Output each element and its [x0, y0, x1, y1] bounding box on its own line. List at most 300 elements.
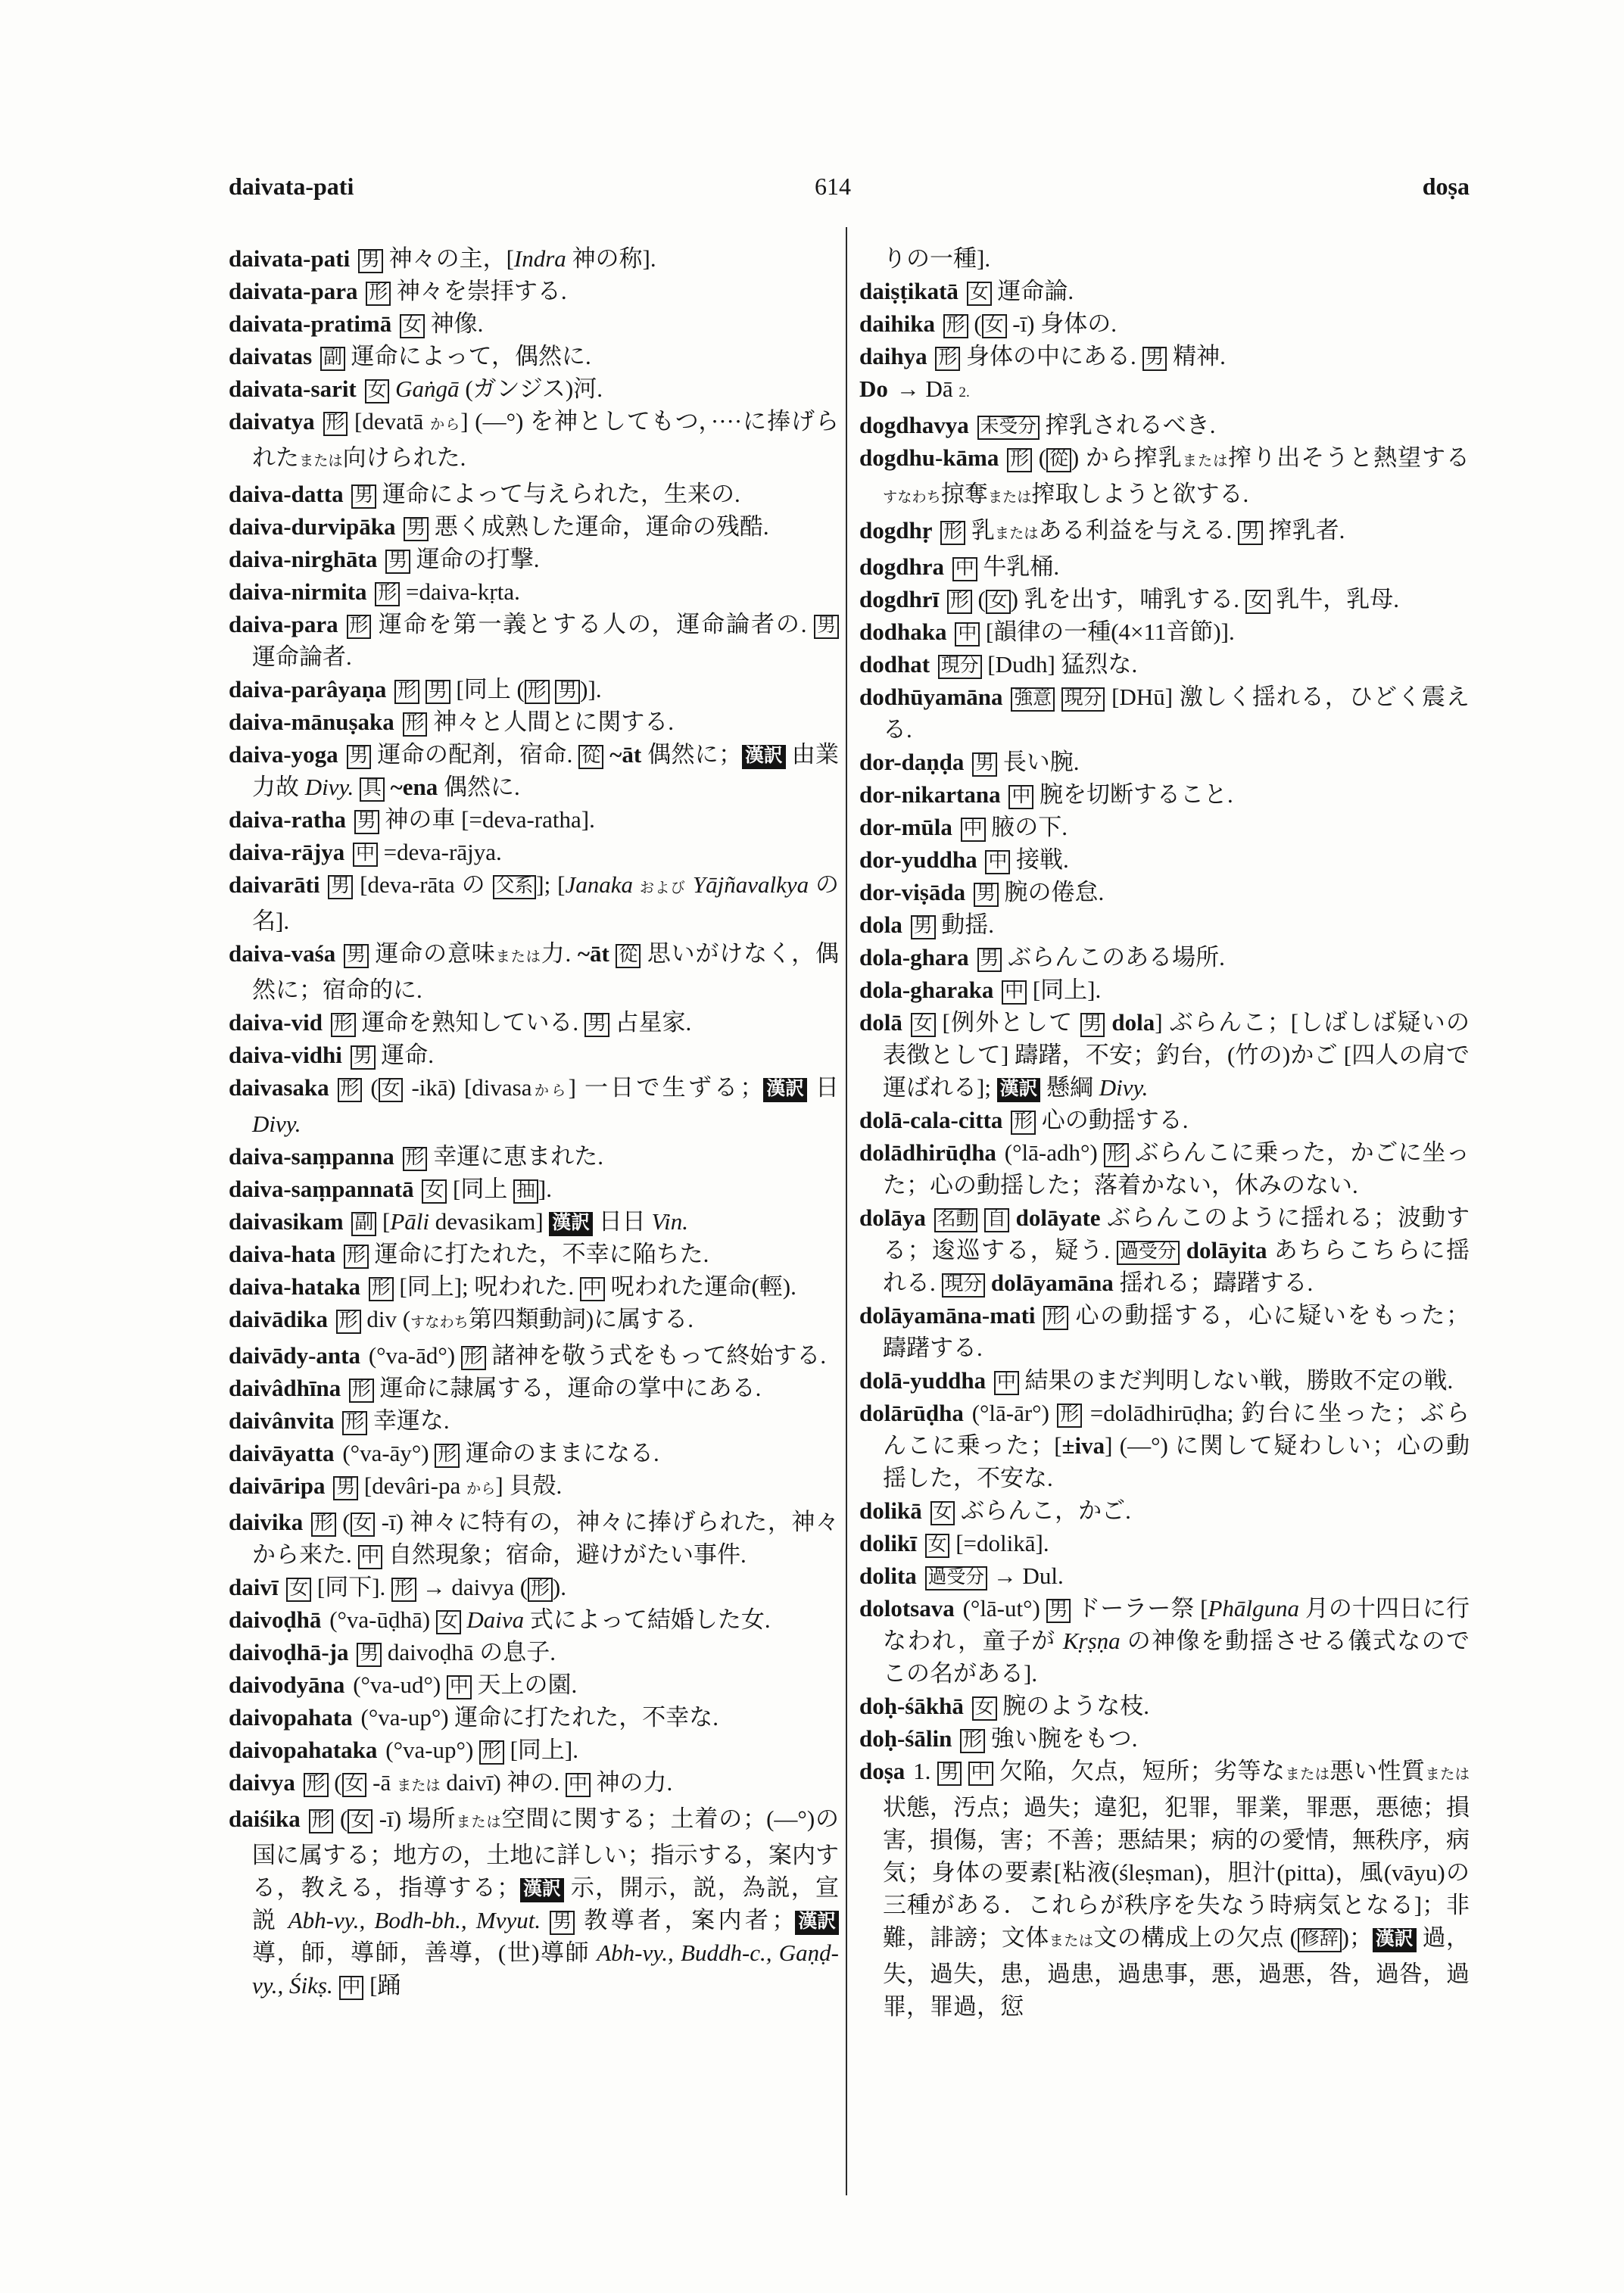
headword: daiva-saṃpannatā	[229, 1176, 414, 1202]
grammar-label-box: 形	[479, 1740, 504, 1765]
definition-text: -ā	[366, 1769, 397, 1796]
grammar-label-box: 形	[935, 347, 960, 371]
dictionary-entry	[229, 1238, 839, 1270]
definition-text: 運命を第一義とする人の，運命論者の.	[371, 611, 815, 637]
definition-text: [同下].	[311, 1574, 392, 1600]
headword: dola	[859, 911, 902, 938]
dictionary-entry	[229, 307, 839, 340]
dictionary-entry	[859, 372, 1470, 409]
definition-text: 強い腕をもつ.	[985, 1725, 1138, 1752]
small-particle: または	[456, 1815, 502, 1830]
italic-term: Yājñavalkya	[692, 871, 809, 898]
definition-text: 搾乳されるべき.	[1039, 412, 1216, 438]
definition-text: 結果のまだ判明しない戦，勝敗不定の戦.	[1018, 1367, 1454, 1394]
kanyaku-label: 漢訳	[1373, 1928, 1417, 1952]
kanyaku-label: 漢訳	[742, 745, 786, 769]
grammar-label-box: 女	[436, 1610, 461, 1634]
definition-text: 神の車 [=deva-ratha].	[379, 806, 595, 833]
definition-text: 動揺.	[935, 911, 995, 938]
headword: daiva-rājya	[229, 839, 345, 865]
headword: daivata-pratimā	[229, 310, 392, 337]
definition-text: (°va-up°) 運命に打たれた，不幸な.	[360, 1704, 719, 1731]
dictionary-entry	[859, 340, 1470, 372]
dictionary-entry	[859, 681, 1470, 746]
dictionary-entry	[859, 1397, 1470, 1494]
definition-text: =dolādhirūḍha; 釣台に坐った；ぶらんこに乗った；[	[883, 1400, 1470, 1459]
grammar-label-box: 男	[555, 680, 580, 704]
grammar-label-box: 中	[994, 1371, 1019, 1395]
headword: dodhaka	[859, 618, 947, 645]
small-particle: または	[1182, 453, 1229, 469]
dictionary-entry	[229, 1071, 839, 1140]
grammar-label-box: 男	[425, 680, 450, 704]
definition-text: [同上 (	[450, 676, 525, 703]
definition-text: 神々の主，[	[382, 245, 514, 272]
grammar-label-box: 男	[354, 810, 379, 834]
small-particle: または	[495, 949, 541, 965]
definition-text: 諸神を敬う式をもって終始する.	[485, 1342, 827, 1369]
dictionary-entry	[229, 275, 839, 307]
grammar-label-box: 女	[986, 590, 1011, 614]
definition-text: 運命のままになる.	[460, 1440, 659, 1466]
grammar-label-box: 中	[358, 1545, 383, 1569]
grammar-label-box: 形	[947, 590, 972, 614]
definition-text: -ī) 神々に特有の，神々に捧げられた，神々から来た.	[252, 1509, 839, 1568]
headword: dola-gharaka	[859, 977, 994, 1003]
definition-text: 教導者，案内者；	[575, 1907, 796, 1933]
italic-term: Gaṅgā	[395, 375, 460, 402]
headword: dogdhavya	[859, 412, 969, 438]
definition-text: 腕の倦怠.	[998, 879, 1105, 905]
small-particle: または	[994, 526, 1039, 542]
grammar-label-box: 從	[578, 745, 603, 769]
definition-text: の神像を動揺させる儀式なのでこの名がある].	[883, 1628, 1470, 1687]
headword: daiva-saṃpanna	[229, 1143, 394, 1170]
grammar-label-box: 中	[580, 1277, 605, 1301]
small-particle: または	[1425, 1767, 1470, 1783]
bold-form: ~āt	[609, 741, 642, 768]
definition-text: りの一種].	[883, 245, 991, 272]
definition-text: 神々と人間とに関する.	[427, 709, 674, 735]
dictionary-entry	[859, 1722, 1470, 1755]
definition-text	[609, 940, 616, 967]
headword: daiva-para	[229, 611, 338, 637]
italic-term: Kṛṣṇa	[1062, 1628, 1121, 1654]
headword: daivopahataka	[229, 1737, 378, 1763]
grammar-label-box: 中	[353, 843, 378, 867]
grammar-label-box: 女	[982, 314, 1007, 338]
definition-text: ] (—°) を神としてもつ，····に捧げられた	[252, 408, 839, 471]
grammar-label-box: 中	[968, 1762, 993, 1786]
grammar-label-box: 形	[369, 1277, 394, 1301]
dictionary-entry	[859, 1136, 1470, 1201]
definition-text	[354, 774, 360, 800]
grammar-label-box: 男	[1080, 1013, 1105, 1037]
grammar-label-box: 男	[1046, 1599, 1071, 1623]
dictionary-entry	[229, 1701, 839, 1734]
definition-text: 運命.	[375, 1042, 435, 1068]
definition-text: (°va-ūḍhā)	[329, 1606, 436, 1633]
definition-text: (°va-ud°)	[353, 1671, 447, 1698]
definition-text: 運命に隷属する，運命の掌中にある.	[373, 1375, 762, 1401]
dictionary-entry	[229, 1270, 839, 1303]
definition-text: [Dudh] 猛烈な.	[981, 651, 1138, 678]
dictionary-entry	[229, 1303, 839, 1339]
definition-text: ぶらんこのように揺れる；波動する；逡巡する，疑う.	[883, 1204, 1470, 1263]
definition-text: 欠陥，欠点，短所；劣等な	[993, 1758, 1286, 1784]
italic-term: Divy.	[304, 774, 354, 800]
definition-text: 式によって結婚した女.	[524, 1606, 771, 1633]
dictionary-entry	[229, 868, 839, 937]
headword: doḥ-śākhā	[859, 1693, 964, 1719]
dictionary-entry	[859, 1755, 1470, 2023]
grammar-label-box: 男	[357, 1643, 382, 1667]
definition-text: 向けられた.	[342, 444, 466, 471]
definition-text: =deva-rājya.	[377, 839, 502, 865]
grammar-label-box: 男	[358, 249, 383, 273]
headword: daiva-ratha	[229, 806, 346, 833]
definition-text: 乳	[965, 517, 995, 544]
definition-text: -ī) 身体の.	[1006, 310, 1117, 337]
definition-text: 状態，汚点；過失；違犯，犯罪，罪業，罪悪，悪徳；損害，損傷，害；不善；悪結果；病的の愛情，無秩序，病気；身体の要素[粘液(śleṣman)，胆汁(pitta)，風(vāyu)の三種がある．これらが秩序を失なう時病気となる]；非難，誹謗；文体	[883, 1794, 1470, 1951]
grammar-label-box: 男	[974, 883, 999, 907]
headword: daivoḍhā	[229, 1606, 322, 1633]
italic-term: Janaka	[565, 871, 633, 898]
grammar-label-box: 男	[937, 1762, 962, 1786]
definition-text: [=dolikā].	[949, 1530, 1049, 1556]
dictionary-entry	[859, 1494, 1470, 1527]
headword: daiva-mānuṣaka	[229, 709, 394, 735]
left-column	[229, 242, 839, 2002]
small-particle: または	[1285, 1767, 1330, 1783]
grammar-label-box: 形	[323, 412, 348, 436]
definition-text: [同上].	[503, 1737, 578, 1763]
dictionary-entry	[859, 514, 1470, 550]
headword: dolāyamāna-mati	[859, 1302, 1036, 1329]
definition-text: 心の動揺する.	[1036, 1107, 1189, 1133]
dictionary-entry	[229, 1404, 839, 1437]
grammar-label-box: 女	[379, 1078, 404, 1102]
definition-text: 腕を切断すること.	[1033, 781, 1233, 808]
headword: daiva-nirmita	[229, 578, 367, 605]
dictionary-entry	[229, 1506, 839, 1571]
definition-text: (	[362, 1074, 379, 1101]
headword: daivī	[229, 1574, 279, 1600]
dictionary-entry	[229, 478, 839, 510]
headword: daivata-pati	[229, 245, 351, 272]
definition-text	[962, 1758, 968, 1784]
dictionary-entry	[229, 1372, 839, 1404]
bold-form: dolāyate	[1015, 1204, 1101, 1231]
grammar-label-box: 女	[422, 1179, 447, 1204]
headword: dogdhu-kāma	[859, 444, 999, 471]
grammar-label-box: 男	[351, 1045, 376, 1070]
definition-text: 幸運な.	[367, 1407, 450, 1434]
definition-text: 運命の打撃.	[410, 546, 540, 572]
definition-text: ]; [	[536, 871, 566, 898]
headword: dodhūyamāna	[859, 684, 1003, 710]
grammar-label-box: 形	[311, 1513, 336, 1537]
small-particle: すなわち	[410, 1315, 469, 1331]
definition-text: 揺れる；躊躇する.	[1113, 1270, 1314, 1296]
dictionary-entry	[859, 409, 1470, 441]
dictionary-entry	[859, 1006, 1470, 1104]
dictionary-entry	[229, 405, 839, 478]
grammar-label-box: 副	[351, 1212, 376, 1236]
definition-text: 運命によって与えられた，生来の.	[376, 481, 740, 507]
definition-text: 牛乳桶.	[977, 553, 1060, 580]
small-particle: から	[466, 1481, 496, 1497]
dictionary-entry	[859, 275, 1470, 307]
grammar-label-box: 過受分	[1117, 1241, 1179, 1265]
grammar-label-box: 形	[331, 1013, 356, 1037]
italic-term: Phālguna	[1208, 1595, 1300, 1622]
bold-form: ±iva	[1061, 1432, 1105, 1459]
dictionary-entry	[859, 908, 1470, 941]
grammar-label-box: 女	[972, 1696, 997, 1721]
grammar-label-box: 形	[336, 1310, 361, 1334]
grammar-label-box: 自	[984, 1208, 1009, 1232]
grammar-label-box: 男	[344, 944, 369, 968]
grammar-label-box: 中	[566, 1773, 591, 1797]
grammar-label-box: 從	[1046, 448, 1071, 472]
definition-text	[550, 676, 556, 703]
dictionary-entry	[229, 1603, 839, 1636]
grammar-label-box: 形	[342, 1411, 367, 1435]
headword: daivāyatta	[229, 1440, 335, 1466]
headword: daivādika	[229, 1306, 328, 1332]
dictionary-entry	[229, 1734, 839, 1766]
definition-text: 搾取しようと欲する.	[1031, 481, 1249, 507]
dictionary-entry	[859, 1690, 1470, 1722]
italic-term: Vin.	[651, 1208, 689, 1235]
dictionary-entry	[229, 1668, 839, 1701]
definition-text: の名].	[252, 871, 840, 934]
definition-text: (°va-ād°)	[368, 1342, 461, 1369]
grammar-label-box: 男	[333, 1476, 358, 1500]
definition-text: → Dā	[896, 375, 959, 402]
grammar-label-box: 抽	[513, 1179, 538, 1204]
definition-text	[686, 871, 693, 898]
running-head-last-entry: doṣa	[1422, 173, 1470, 200]
headword: dolotsava	[859, 1595, 955, 1622]
headword: dola-ghara	[859, 944, 969, 970]
definition-text: 乳牛，乳母.	[1270, 586, 1400, 612]
small-particle: または	[299, 453, 343, 469]
definition-text: 精神.	[1167, 343, 1226, 369]
dictionary-entry	[229, 738, 839, 803]
headword: dor-viṣāda	[859, 879, 966, 905]
definition-text: 由業力故	[252, 741, 839, 800]
grammar-label-box: 男	[1142, 347, 1167, 371]
grammar-label-box: 過受分	[925, 1566, 987, 1590]
grammar-label-box: 男	[550, 1911, 575, 1935]
definition-text: (	[335, 1509, 351, 1535]
dictionary-entry	[859, 1527, 1470, 1559]
definition-text: [同上	[447, 1176, 514, 1202]
definition-text	[389, 375, 395, 402]
definition-text: ぶらんこに乗った，かごに坐った；心の動揺した；落着かない，休みのない.	[883, 1139, 1470, 1198]
small-particle: または	[1049, 1933, 1094, 1949]
grammar-label-box: 中	[339, 1976, 364, 2000]
dictionary-entry	[229, 1437, 839, 1469]
grammar-label-box: 形	[309, 1809, 334, 1833]
grammar-label-box: 現分	[942, 1273, 986, 1298]
grammar-label-box: 男	[404, 517, 429, 541]
headword: dolita	[859, 1562, 917, 1589]
grammar-label-box: 女	[925, 1534, 950, 1558]
grammar-label-box: 女	[400, 314, 425, 338]
definition-text: 運命を熟知している.	[355, 1009, 584, 1036]
italic-term: Daiva	[466, 1606, 525, 1633]
dictionary-entry	[859, 307, 1470, 340]
dictionary-entry	[859, 441, 1470, 514]
bold-form: dola	[1111, 1009, 1155, 1036]
grammar-label-box: 形	[344, 1245, 369, 1269]
grammar-label-box: 形	[366, 282, 391, 306]
grammar-label-box: 女	[1245, 590, 1270, 614]
grammar-label-box: 女	[365, 379, 390, 403]
definition-text: 力.	[541, 940, 578, 967]
italic-term: Divy.	[252, 1111, 301, 1137]
grammar-label-box: 男	[347, 745, 372, 769]
definition-text: ).	[552, 1574, 566, 1600]
dictionary-entry	[859, 778, 1470, 811]
dictionary-entry	[229, 340, 839, 372]
headword: daivasaka	[229, 1074, 329, 1101]
definition-text: ぶらんこのある場所.	[1002, 944, 1225, 970]
definition-text: [例外として	[935, 1009, 1080, 1036]
headword: daivâdhīna	[229, 1375, 341, 1401]
grammar-label-box: 女	[930, 1501, 955, 1525]
definition-text	[541, 1907, 550, 1933]
headword: daivarāti	[229, 871, 320, 898]
grammar-label-box: 名動	[934, 1208, 978, 1232]
grammar-label-box: 父系	[493, 875, 537, 899]
definition-text: (	[971, 586, 986, 612]
definition-text: 過，失，過失，患，過患，過患事，悪，過悪，咎，過咎，過罪，罪過，愆	[883, 1924, 1470, 2020]
headword: dolā	[859, 1009, 902, 1036]
definition-text	[385, 774, 391, 800]
small-particle: および	[639, 880, 686, 896]
grammar-label-box: 男	[1238, 521, 1263, 545]
dictionary-entry	[229, 242, 839, 275]
dictionary-entry	[229, 1140, 839, 1173]
bold-form: ~ena	[390, 774, 438, 800]
grammar-label-box: 形	[1011, 1111, 1036, 1135]
grammar-label-box: 男	[977, 948, 1002, 972]
right-column	[859, 242, 1470, 2023]
dictionary-entry	[859, 1592, 1470, 1690]
headword: daivika	[229, 1509, 304, 1535]
dictionary-entry	[859, 550, 1470, 583]
headword: dogdhrī	[859, 586, 940, 612]
definition-text: 占星家.	[609, 1009, 692, 1036]
definition-text: ) 乳を出す，哺乳する.	[1010, 586, 1245, 612]
definition-text	[419, 676, 425, 703]
dictionary-entry	[229, 706, 839, 738]
dictionary-entry	[859, 1299, 1470, 1364]
definition-text: 掠奪	[940, 481, 988, 507]
grammar-label-box: 形	[1043, 1306, 1068, 1330]
definition-text: daivoḍhā の息子.	[382, 1639, 556, 1665]
headword: daiva-hataka	[229, 1273, 360, 1300]
definition-text: daivī) 神の.	[440, 1769, 566, 1796]
grammar-label-box: 中	[952, 557, 977, 581]
grammar-label-box: 形	[403, 712, 428, 737]
definition-text: 呪われた運命(輕).	[604, 1273, 796, 1300]
dictionary-entry	[859, 941, 1470, 974]
dictionary-entry	[859, 811, 1470, 843]
grammar-label-box: 形	[1104, 1143, 1129, 1167]
kanyaku-label: 漢訳	[763, 1078, 807, 1102]
kanyaku-label: 漢訳	[520, 1878, 564, 1902]
definition-text: [devâri-pa	[358, 1472, 466, 1499]
grammar-label-box: 修辞	[1298, 1928, 1342, 1952]
definition-text: 運命論.	[991, 278, 1074, 304]
headword: daiva-vaśa	[229, 940, 336, 967]
dictionary-entry	[229, 1039, 839, 1071]
grammar-label-box: 中	[985, 850, 1010, 874]
grammar-label-box: 男	[385, 550, 410, 574]
definition-text: [DHū] 激しく揺れる，ひどく震える.	[883, 684, 1470, 743]
italic-term: Indra	[513, 245, 566, 272]
definition-text: → Dul.	[987, 1562, 1064, 1589]
grammar-label-box: 現分	[938, 655, 982, 679]
dictionary-entry	[859, 974, 1470, 1006]
entry-continuation	[859, 242, 1470, 275]
definition-text: ] 貝殻.	[495, 1472, 563, 1499]
headword: daiva-vid	[229, 1009, 323, 1036]
definition-text: 運命の意味	[368, 940, 496, 967]
grammar-label-box: 女	[286, 1578, 311, 1602]
grammar-label-box: 女	[342, 1773, 367, 1797]
headword: daivopahata	[229, 1704, 353, 1731]
dictionary-entry	[229, 836, 839, 868]
grammar-label-box: 男	[328, 875, 353, 899]
grammar-label-box: 具	[360, 777, 385, 802]
headword: dodhat	[859, 651, 930, 678]
definition-text: [	[376, 1208, 391, 1235]
headword: doḥ-śālin	[859, 1725, 952, 1752]
grammar-label-box: 形	[1007, 448, 1032, 472]
headword: dolā-yuddha	[859, 1367, 987, 1394]
headword: dolāya	[859, 1204, 926, 1231]
grammar-label-box: 女	[348, 1809, 372, 1833]
definition-text: 日	[807, 1074, 840, 1101]
definition-text: 長い腕.	[997, 749, 1080, 775]
definition-text: [韻律の一種(4×11音節)].	[980, 618, 1235, 645]
dictionary-entry	[229, 608, 839, 673]
dictionary-entry	[229, 803, 839, 836]
definition-text: 思いがけなく，偶然に；宿命的に.	[252, 940, 839, 1003]
dictionary-entry	[859, 615, 1470, 648]
definition-text: 搾り出そうと熱望する	[1228, 444, 1470, 471]
dictionary-entry	[859, 1364, 1470, 1397]
running-head-first-entry: daivata-pati	[229, 173, 354, 200]
definition-text	[1055, 684, 1061, 710]
headword: dolārūḍha	[859, 1400, 964, 1426]
definition-text: (°lā-ār°)	[971, 1400, 1058, 1426]
definition-text: [同上].	[1027, 977, 1102, 1003]
small-particle: から	[531, 1083, 569, 1099]
definition-text: 自然現象；宿命，避けがたい事件.	[382, 1541, 747, 1568]
small-particle: すなわち	[883, 490, 941, 506]
kanyaku-label: 漢訳	[997, 1078, 1041, 1102]
definition-text: 導，師，導師，善導，(世)導師	[252, 1939, 597, 1966]
headword: dor-nikartana	[859, 781, 1001, 808]
grammar-label-box: 形	[461, 1346, 486, 1370]
